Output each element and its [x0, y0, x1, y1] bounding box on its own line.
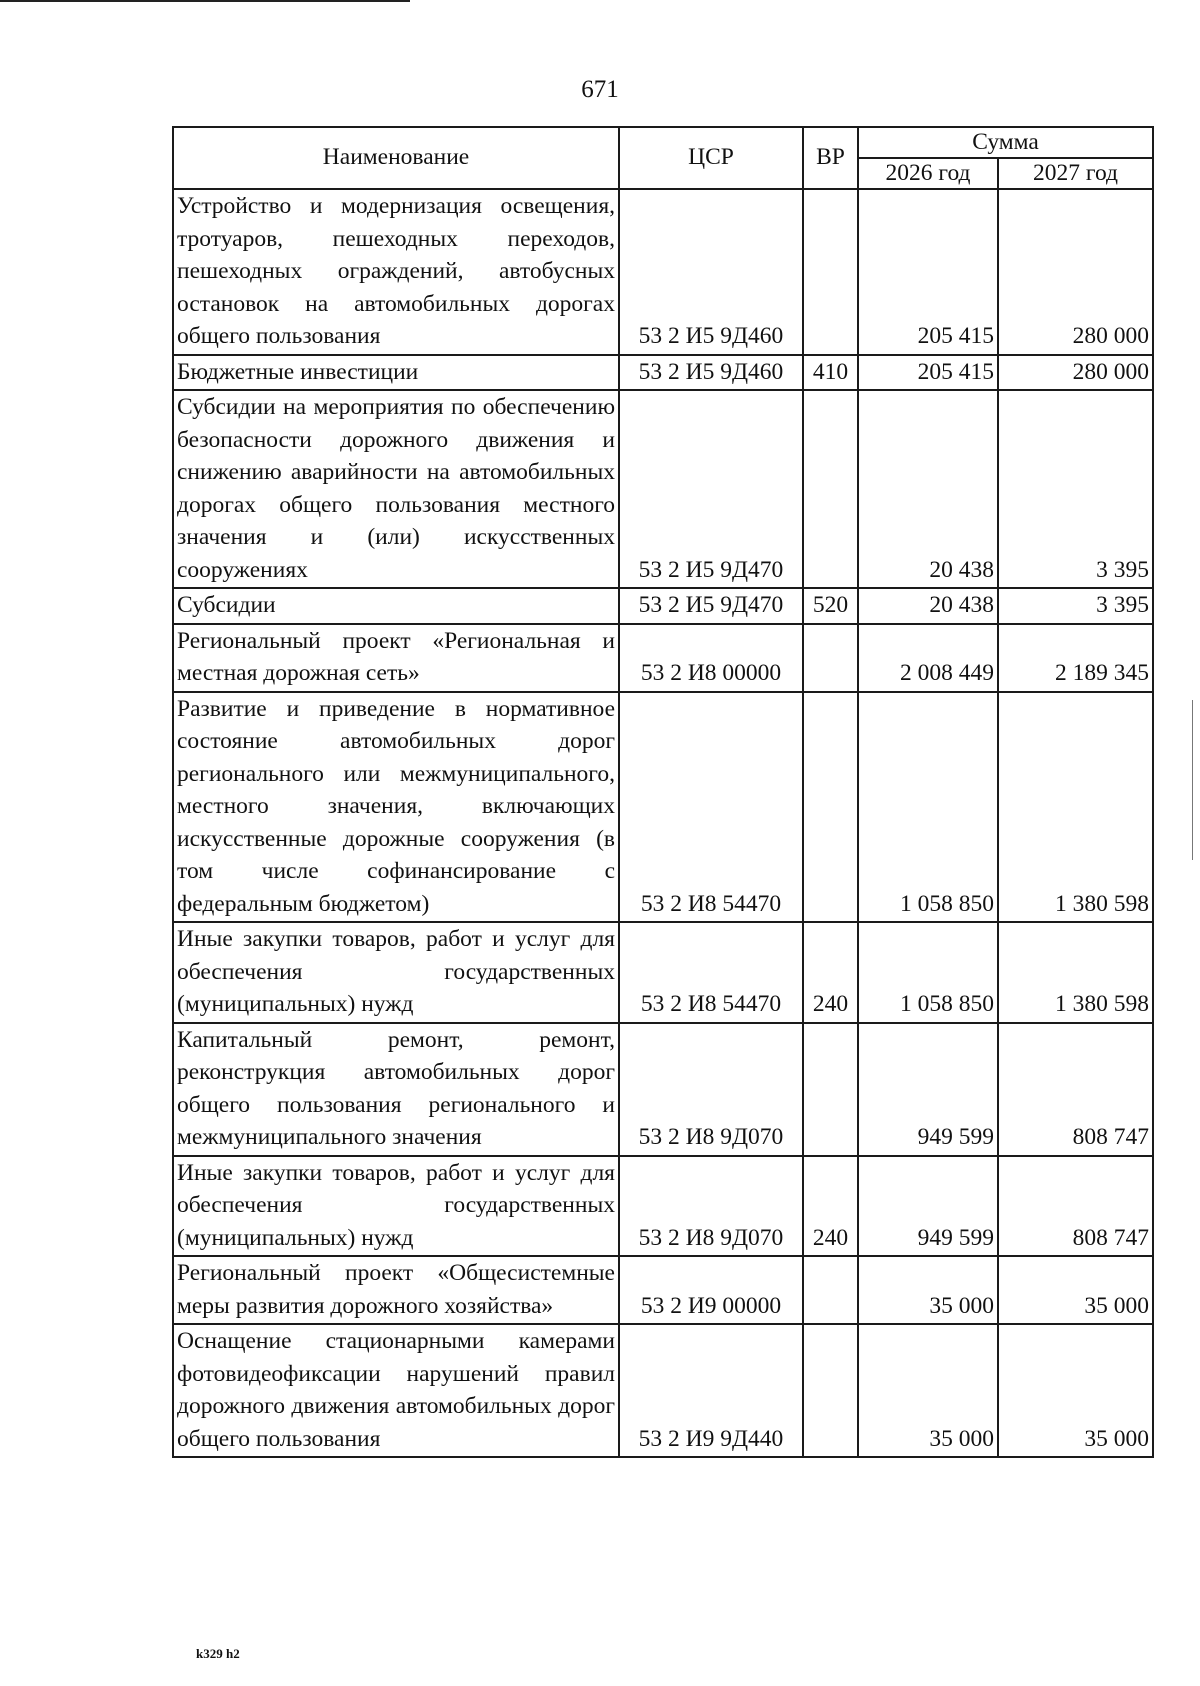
table-row: [173, 692, 1153, 923]
row-amount-2026: 949 599: [858, 1156, 998, 1257]
row-csr: 53 2 И5 9Д470: [619, 390, 803, 588]
row-amount-2027: 280 000: [998, 189, 1153, 355]
row-name: Субсидии: [173, 588, 619, 624]
header-year-2027: 2027 год: [998, 158, 1153, 189]
row-amount-2026: 2 008 449: [858, 624, 998, 692]
table-row: [173, 1023, 1153, 1156]
row-name: Бюджетные инвестиции: [173, 355, 619, 391]
row-csr: 53 2 И8 00000: [619, 624, 803, 692]
row-csr: 53 2 И9 00000: [619, 1256, 803, 1324]
row-name: Субсидии на мероприятия по обеспечению безопасности дорожного движения и снижению аварийности на автомобильных дорогах общего пользования местного значения и (или) искусственных сооружениях: [173, 390, 619, 588]
table-row: [173, 1324, 1153, 1457]
row-amount-2027: 1 380 598: [998, 692, 1153, 923]
row-vr: [803, 189, 858, 355]
header-year-2026: 2026 год: [858, 158, 998, 189]
table-row: [173, 1256, 1153, 1324]
scan-edge-line: [1192, 700, 1193, 860]
top-rule: [0, 0, 410, 2]
table-row: [173, 624, 1153, 692]
header-row: [173, 127, 1153, 158]
table-row: [173, 189, 1153, 355]
row-csr: 53 2 И8 9Д070: [619, 1156, 803, 1257]
row-vr: 240: [803, 1156, 858, 1257]
row-name: Иные закупки товаров, работ и услуг для обеспечения государственных (муниципальных) нужд: [173, 1156, 619, 1257]
header-name: Наименование: [173, 127, 619, 189]
row-vr: [803, 390, 858, 588]
table-row: [173, 355, 1153, 391]
row-amount-2027: 1 380 598: [998, 922, 1153, 1023]
row-amount-2027: 35 000: [998, 1324, 1153, 1457]
row-csr: 53 2 И5 9Д460: [619, 355, 803, 391]
row-amount-2026: 205 415: [858, 189, 998, 355]
row-csr: 53 2 И8 54470: [619, 692, 803, 923]
row-vr: [803, 624, 858, 692]
row-name: Развитие и приведение в нормативное состояние автомобильных дорог регионального или межмуниципального, местного значения, включающих искусственные дорожные сооружения (в том числе софинансирование с федеральным бюджетом): [173, 692, 619, 923]
table-row: [173, 588, 1153, 624]
table-body: [173, 189, 1153, 1457]
row-name: Иные закупки товаров, работ и услуг для обеспечения государственных (муниципальных) нужд: [173, 922, 619, 1023]
table-row: [173, 390, 1153, 588]
row-vr: 410: [803, 355, 858, 391]
row-name: Капитальный ремонт, ремонт, реконструкция автомобильных дорог общего пользования регионального и межмуниципального значения: [173, 1023, 619, 1156]
row-vr: [803, 1256, 858, 1324]
row-amount-2027: 2 189 345: [998, 624, 1153, 692]
row-vr: [803, 1023, 858, 1156]
row-name: Устройство и модернизация освещения, тротуаров, пешеходных переходов, пешеходных ограждений, автобусных остановок на автомобильных дорогах общего пользования: [173, 189, 619, 355]
header-csr: ЦСР: [619, 127, 803, 189]
row-vr: 240: [803, 922, 858, 1023]
row-csr: 53 2 И5 9Д460: [619, 189, 803, 355]
row-amount-2026: 1 058 850: [858, 922, 998, 1023]
row-amount-2026: 35 000: [858, 1324, 998, 1457]
row-csr: 53 2 И5 9Д470: [619, 588, 803, 624]
row-csr: 53 2 И8 54470: [619, 922, 803, 1023]
row-amount-2027: 280 000: [998, 355, 1153, 391]
budget-table: [172, 126, 1154, 1458]
row-name: Региональный проект «Общесистемные меры развития дорожного хозяйства»: [173, 1256, 619, 1324]
row-amount-2027: 808 747: [998, 1156, 1153, 1257]
footer-code: k329 h2: [196, 1646, 240, 1661]
row-csr: 53 2 И8 9Д070: [619, 1023, 803, 1156]
row-vr: 520: [803, 588, 858, 624]
row-amount-2027: 808 747: [998, 1023, 1153, 1156]
row-amount-2026: 20 438: [858, 390, 998, 588]
header-vr: ВР: [803, 127, 858, 189]
page-number: 671: [581, 76, 619, 103]
row-name: Оснащение стационарными камерами фотовидеофиксации нарушений правил дорожного движения автомобильных дорог общего пользования: [173, 1324, 619, 1457]
row-amount-2027: 35 000: [998, 1256, 1153, 1324]
row-csr: 53 2 И9 9Д440: [619, 1324, 803, 1457]
row-amount-2026: 20 438: [858, 588, 998, 624]
row-amount-2026: 205 415: [858, 355, 998, 391]
row-vr: [803, 1324, 858, 1457]
row-amount-2026: 35 000: [858, 1256, 998, 1324]
table-row: [173, 922, 1153, 1023]
table-row: [173, 1156, 1153, 1257]
row-amount-2026: 1 058 850: [858, 692, 998, 923]
row-amount-2026: 949 599: [858, 1023, 998, 1156]
row-name: Региональный проект «Региональная и местная дорожная сеть»: [173, 624, 619, 692]
row-vr: [803, 692, 858, 923]
row-amount-2027: 3 395: [998, 390, 1153, 588]
row-amount-2027: 3 395: [998, 588, 1153, 624]
header-sum: Сумма: [858, 127, 1153, 158]
